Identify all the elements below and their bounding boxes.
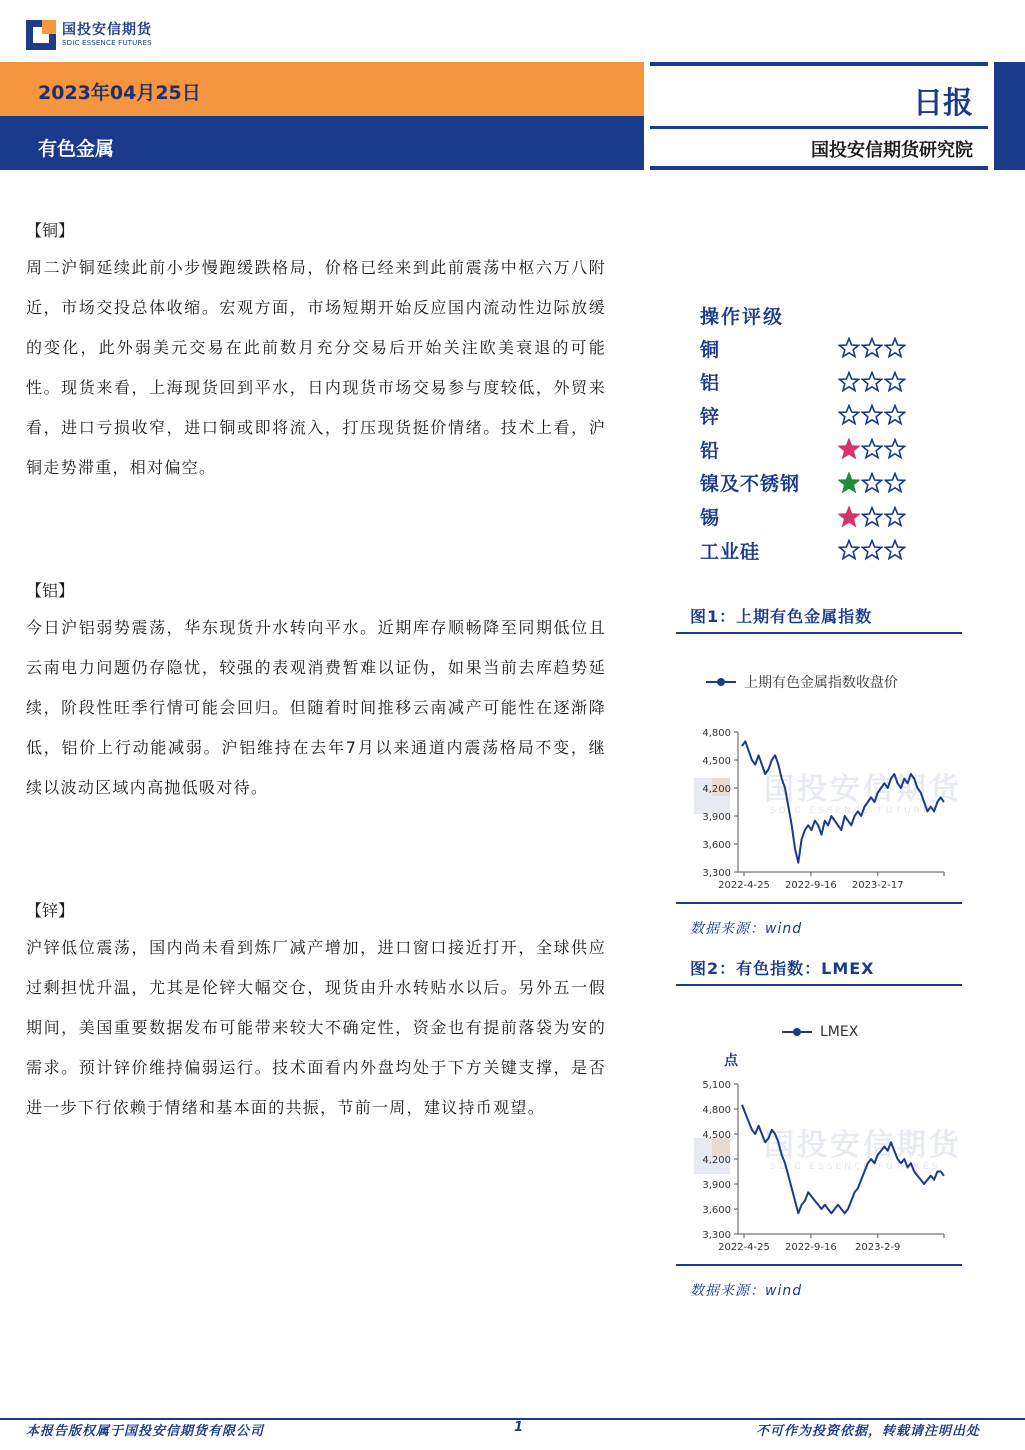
star-outline-icon — [884, 472, 906, 494]
legend-line-marker-icon — [782, 1026, 812, 1038]
star-filled-icon — [838, 506, 860, 528]
star-outline-icon — [884, 506, 906, 528]
rating-row — [700, 535, 960, 565]
star-outline-icon — [838, 539, 860, 561]
y-tick-label: 3,600 — [702, 1205, 731, 1216]
legend-line-marker-icon — [706, 676, 736, 688]
rating-metal-name: 镍及不锈钢 — [700, 473, 801, 496]
star-filled-icon — [838, 438, 860, 460]
y-tick-label: 3,900 — [702, 812, 731, 823]
header-right-strip — [994, 62, 1025, 170]
figure-2-legend-label: LMEX — [820, 1024, 859, 1040]
y-tick-label: 4,800 — [702, 1105, 731, 1116]
figure-1-bottom-rule — [676, 902, 962, 904]
section-body-copper: 周二沪铜延续此前小步慢跑缓跌格局，价格已经来到此前震荡中枢六万八附近，市场交投总体收缩。宏观方面，市场短期开始反应国内流动性边际放缓的变化，此外弱美元交易在此前数月充分交易后开始关注欧美衰退的可能性。现货来看，上海现货回到平水，日内现货市场交易参与度较低，外贸来看，进口亏损收窄，进口铜或即将流入，打压现货挺价情绪。技术上看，沪铜走势滞重，相对偏空。 — [26, 258, 606, 477]
watermark-cn: 国投安信期货 — [764, 1128, 962, 1163]
series-line — [742, 741, 944, 862]
rating-stars — [838, 371, 906, 393]
y-tick-label: 4,500 — [702, 1130, 731, 1141]
header-rule-top — [650, 62, 988, 66]
report-type: 日报 — [913, 86, 973, 121]
section-body-zinc: 沪锌低位震荡，国内尚未看到炼厂减产增加，进口窗口接近打开，全球供应过剩担忧升温，尤其是伦锌大幅交仓，现货由升水转贴水以后。另外五一假期间，美国重要数据发布可能带来较大不确定性，资金也有提前落袋为安的需求。预计锌价维持偏弱运行。技术面看内外盘均处于下方关键支撑，是否进一步下行依赖于情绪和基本面的共振，节前一周，建议持币观望。 — [26, 938, 606, 1117]
star-outline-icon — [861, 337, 883, 359]
rating-stars — [838, 539, 906, 561]
logo-name-en: SDIC ESSENCE FUTURES — [62, 39, 152, 47]
y-tick-label: 4,200 — [702, 1155, 731, 1166]
y-tick-label: 4,500 — [702, 756, 731, 767]
institute-name: 国投安信期货研究院 — [811, 140, 973, 161]
y-tick-label: 4,800 — [702, 728, 731, 739]
footer-copyright: 本报告版权属于国投安信期货有限公司 — [26, 1424, 265, 1439]
x-tick-label: 2023-2-17 — [851, 880, 904, 891]
star-outline-icon — [884, 337, 906, 359]
rating-metal-name: 锌 — [700, 405, 721, 428]
star-outline-icon — [861, 404, 883, 426]
star-outline-icon — [861, 506, 883, 528]
rating-metal-name: 铅 — [700, 439, 721, 462]
figure-2-bottom-rule — [676, 1264, 962, 1266]
figure-2-unit: 点 — [724, 1053, 738, 1069]
company-logo — [26, 18, 152, 52]
y-tick-label: 3,600 — [702, 840, 731, 851]
y-tick-label: 3,900 — [702, 1180, 731, 1191]
figure-2-chart — [690, 1074, 960, 1264]
section-title-aluminum: 【铝】 — [26, 581, 75, 600]
header-rule-bottom — [650, 166, 988, 170]
star-outline-icon — [861, 371, 883, 393]
watermark-en: SDIC ESSENCE FUTURES — [770, 1162, 941, 1172]
logo-mark-icon — [26, 20, 56, 50]
star-outline-icon — [884, 438, 906, 460]
footer-page-number: 1 — [514, 1420, 525, 1435]
rating-metal-name: 工业硅 — [700, 540, 761, 563]
rating-row — [700, 333, 960, 363]
star-outline-icon — [884, 371, 906, 393]
y-tick-label: 4,200 — [702, 784, 731, 795]
rating-row — [700, 468, 960, 498]
y-tick-label: 3,300 — [702, 868, 731, 879]
rating-stars — [838, 506, 906, 528]
watermark-cn: 国投安信期货 — [764, 772, 962, 807]
report-category: 有色金属 — [38, 138, 115, 160]
figure-1-source: 数据来源：wind — [690, 921, 803, 937]
figure-1-legend — [706, 672, 898, 692]
rating-stars — [838, 404, 906, 426]
section-body-aluminum: 今日沪铝弱势震荡，华东现货升水转向平水。近期库存顺畅降至同期低位且云南电力问题仍存隐忧，较强的表观消费暂难以证伪，如果当前去库趋势延续，阶段性旺季行情可能会回归。但随着时间推移云南减产可能性在逐渐降低，铝价上行动能减弱。沪铝维持在去年7月以来通道内震荡格局不变，继续以波动区域内高抛低吸对待。 — [26, 618, 606, 797]
watermark-en: SDIC ESSENCE FUTURES — [770, 806, 941, 816]
figure-2-top-rule — [676, 984, 962, 986]
rating-metal-name: 铝 — [700, 372, 721, 395]
star-outline-icon — [838, 371, 860, 393]
star-outline-icon — [861, 438, 883, 460]
star-outline-icon — [838, 404, 860, 426]
section-title-copper: 【铜】 — [26, 221, 75, 240]
logo-name-cn: 国投安信期货 — [62, 22, 152, 38]
rating-row — [700, 400, 960, 430]
x-tick-label: 2022-9-16 — [784, 1242, 837, 1253]
report-date: 2023年04月25日 — [38, 82, 201, 104]
y-tick-label: 5,100 — [702, 1080, 731, 1091]
rating-title: 操作评级 — [700, 306, 785, 328]
star-outline-icon — [838, 337, 860, 359]
rating-row — [700, 502, 960, 532]
figure-1-top-rule — [676, 632, 962, 634]
star-outline-icon — [861, 472, 883, 494]
rating-metal-name: 铜 — [700, 338, 721, 361]
figure-2-title: 图2：有色指数：LMEX — [690, 959, 875, 978]
figure-1-chart — [690, 722, 960, 902]
rating-row — [700, 367, 960, 397]
star-outline-icon — [861, 539, 883, 561]
star-outline-icon — [884, 539, 906, 561]
rating-row — [700, 434, 960, 464]
star-outline-icon — [884, 404, 906, 426]
figure-1-legend-label: 上期有色金属指数收盘价 — [744, 675, 898, 691]
header-rule-middle — [650, 126, 988, 129]
rating-stars — [838, 337, 906, 359]
figure-1-title: 图1：上期有色金属指数 — [690, 607, 873, 626]
x-tick-label: 2022-9-16 — [784, 880, 837, 891]
figure-2-source: 数据来源：wind — [690, 1283, 803, 1299]
rating-stars — [838, 472, 906, 494]
figure-2-legend — [782, 1024, 858, 1040]
star-filled-icon — [838, 472, 860, 494]
rating-metal-name: 锡 — [700, 507, 721, 529]
x-tick-label: 2022-4-25 — [718, 1242, 770, 1253]
x-tick-label: 2022-4-25 — [718, 880, 770, 891]
section-title-zinc: 【锌】 — [26, 901, 75, 920]
y-tick-label: 3,300 — [702, 1230, 731, 1241]
x-tick-label: 2023-2-9 — [855, 1242, 901, 1253]
series-line — [742, 1105, 944, 1213]
rating-stars — [838, 438, 906, 460]
footer-disclaimer: 不可作为投资依据，转载请注明出处 — [756, 1424, 981, 1439]
